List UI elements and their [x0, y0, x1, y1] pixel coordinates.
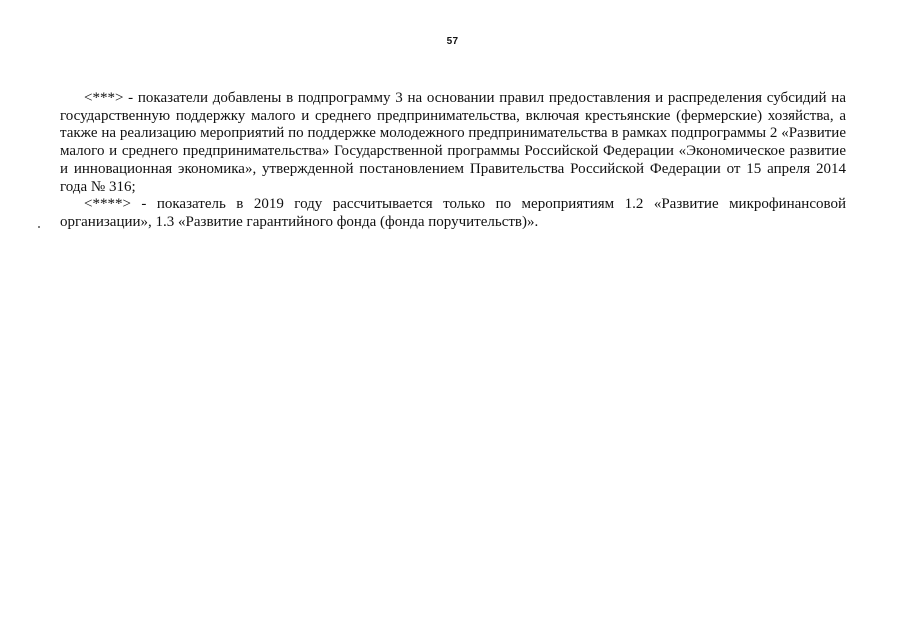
footnote-triple-asterisk: <***> - показатели добавлены в подпрограмму 3 на основании правил предоставления и распределения субсидий на государственную поддержку малого и среднего предпринимательства, включая крестьянские (фермерские) хозяйства, а также на реализацию мероприятий по поддержке молодежного предпринимательства в рамках подпрограммы 2 «Развитие малого и среднего предпринимательства» Государственной программы Российской Федерации «Экономическое развитие и инновационная экономика», утвержденной постановлением Правительства Российской Федерации от 15 апреля 2014 года № 316;: [60, 90, 846, 195]
page-number: 57: [446, 36, 459, 47]
footnote-quadruple-asterisk: <****> - показатель в 2019 году рассчитывается только по мероприятиям 1.2 «Развитие микрофинансовой организации», 1.3 «Развитие гарантийного фонда (фонда поручительств)».: [60, 196, 846, 230]
scan-artifact-dot: [38, 226, 40, 228]
footnotes-block: [60, 90, 846, 232]
